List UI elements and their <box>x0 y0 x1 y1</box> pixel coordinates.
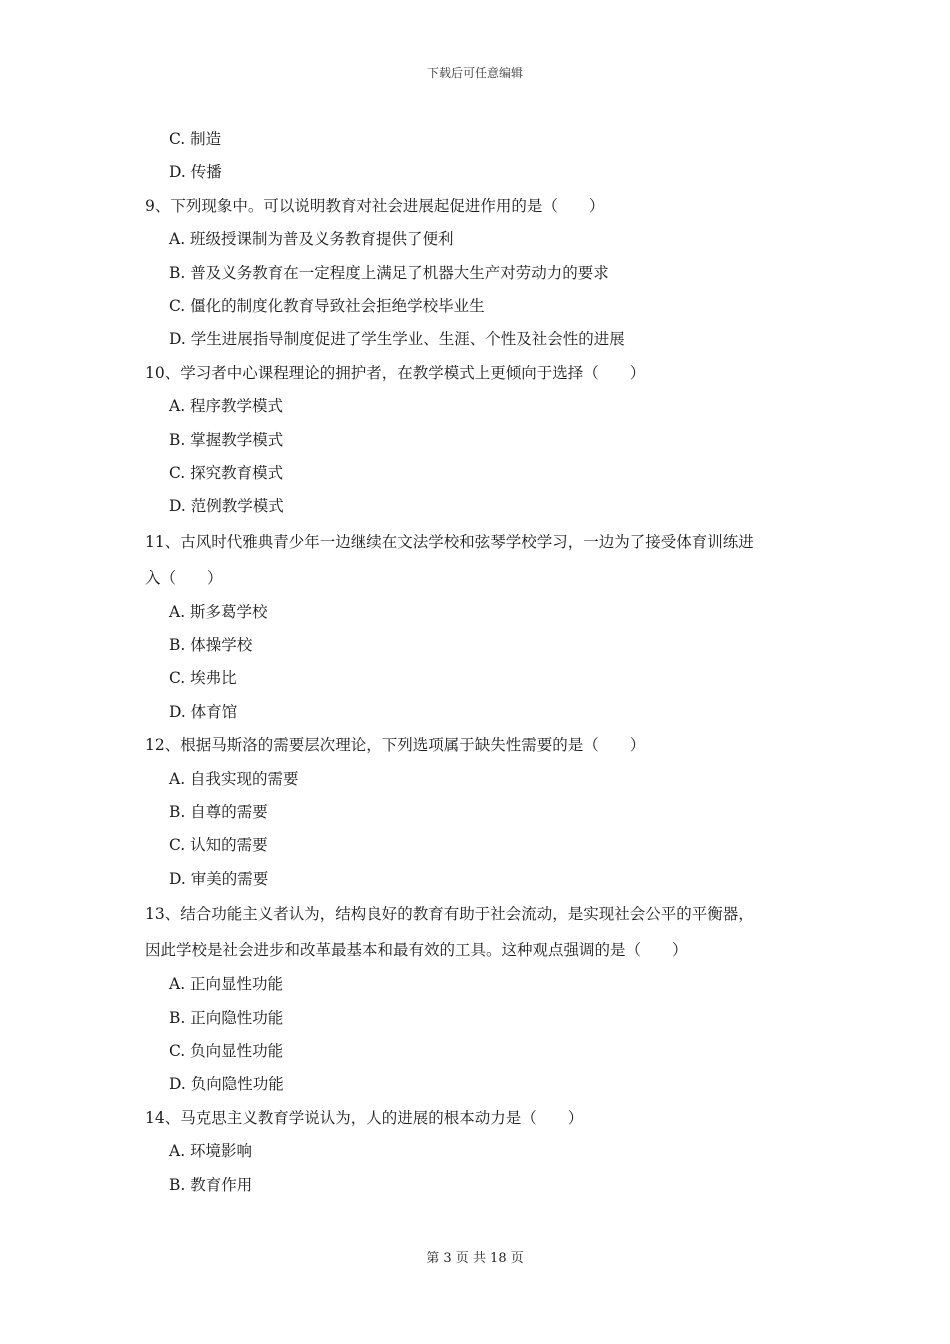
question-list <box>145 123 825 1202</box>
option-line: B. 正向隐性功能 <box>169 1008 284 1027</box>
option-line: B. 普及义务教育在一定程度上满足了机器大生产对劳动力的要求 <box>169 263 609 282</box>
option-line: C. 僵化的制度化教育导致社会拒绝学校毕业生 <box>169 296 485 315</box>
option-line: C. 埃弗比 <box>169 669 237 688</box>
option-line: A. 斯多葛学校 <box>169 602 268 621</box>
question-line: 14、马克思主义教育学说认为，人的进展的根本动力是（ ） <box>145 1108 584 1127</box>
option-line: A. 班级授课制为普及义务教育提供了便利 <box>169 230 454 249</box>
page-footer: 第 3 页 共 18 页 <box>426 1251 524 1266</box>
option-line: A. 自我实现的需要 <box>169 769 299 788</box>
option-line: A. 环境影响 <box>169 1142 253 1161</box>
option-line: D. 传播 <box>169 163 222 182</box>
option-line: B. 体操学校 <box>169 636 253 655</box>
option-line: A. 程序教学模式 <box>169 397 284 416</box>
question-line: 10、学习者中心课程理论的拥护者，在教学模式上更倾向于选择（ ） <box>145 363 646 382</box>
option-line: D. 审美的需要 <box>169 869 269 888</box>
option-line: B. 掌握教学模式 <box>169 430 284 449</box>
option-line: B. 自尊的需要 <box>169 803 268 822</box>
option-line: A. 正向显性功能 <box>169 975 284 994</box>
question-line: 11、古风时代雅典青少年一边继续在文法学校和弦琴学校学习，一边为了接受体育训练进 <box>145 532 754 551</box>
option-line: D. 学生进展指导制度促进了学生学业、生涯、个性及社会性的进展 <box>169 330 625 349</box>
option-line: C. 制造 <box>169 130 222 148</box>
option-line: B. 教育作用 <box>169 1175 253 1194</box>
option-line: D. 体育馆 <box>169 702 238 721</box>
question-line-continued: 入（ ） <box>145 568 223 587</box>
option-line: C. 认知的需要 <box>169 836 268 855</box>
page-header: 下载后可任意编辑 <box>426 66 523 80</box>
question-line-continued: 因此学校是社会进步和改革最基本和最有效的工具。这种观点强调的是（ ） <box>145 941 688 960</box>
question-line: 12、根据马斯洛的需要层次理论，下列选项属于缺失性需要的是（ ） <box>145 736 646 755</box>
option-line: D. 负向隐性功能 <box>169 1075 284 1094</box>
option-line: C. 探究教育模式 <box>169 463 284 482</box>
option-line: C. 负向显性功能 <box>169 1041 284 1060</box>
question-line: 13、结合功能主义者认为，结构良好的教育有助于社会流动，是实现社会公平的平衡器， <box>145 905 754 924</box>
option-line: D. 范例教学模式 <box>169 497 284 516</box>
question-line: 9、下列现象中。可以说明教育对社会进展起促进作用的是（ ） <box>145 196 605 215</box>
